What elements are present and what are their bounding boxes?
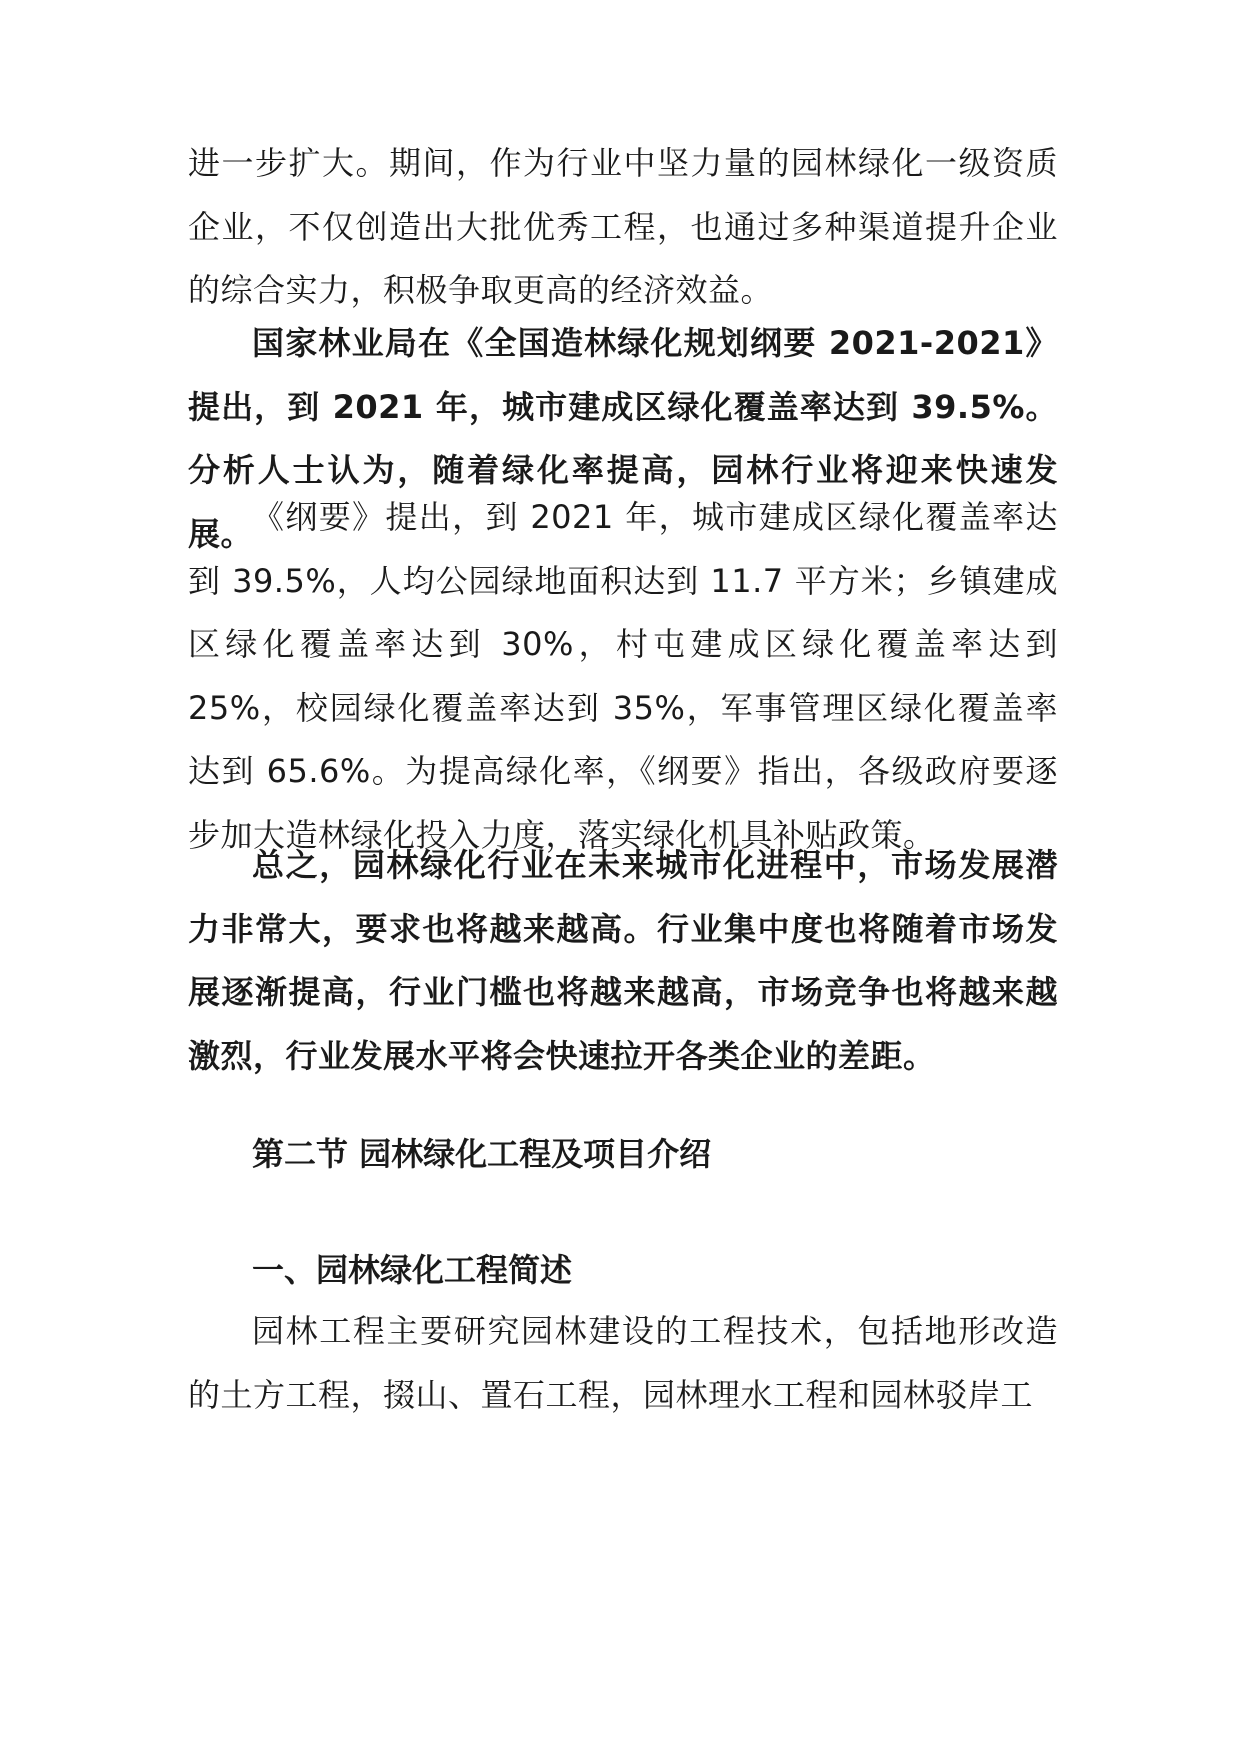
paragraph-garden-engineering: 园林工程主要研究园林建设的工程技术，包括地形改造的土方工程，掇山、置石工程，园林理水工程和园林驳岸工	[188, 1312, 1058, 1414]
paragraph-forestry-plan-summary: 国家林业局在《全国造林绿化规划纲要 2021-2021》提出，到 2021 年，城市建成区绿化覆盖率达到 39.5%。分析人士认为，随着绿化率提高，园林行业将迎来快速发展。	[188, 324, 1058, 553]
paragraph-intro-continuation: 进一步扩大。期间，作为行业中坚力量的园林绿化一级资质企业，不仅创造出大批优秀工程，也通过多种渠道提升企业的综合实力，积极争取更高的经济效益。	[188, 144, 1058, 309]
paragraph-conclusion: 总之，园林绿化行业在未来城市化进程中，市场发展潜力非常大，要求也将越来越高。行业集中度也将随着市场发展逐渐提高，行业门槛也将越来越高，市场竞争也将越来越激烈，行业发展水平将会快速拉开各类企业的差距。	[188, 846, 1058, 1075]
subsection-heading: 一、园林绿化工程简述	[252, 1251, 573, 1289]
paragraph-outline-targets: 《纲要》提出，到 2021 年，城市建成区绿化覆盖率达到 39.5%，人均公园绿地面积达到 11.7 平方米；乡镇建成区绿化覆盖率达到 30%，村屯建成区绿化覆盖率达到 25%，校园绿化覆盖率达到 35%，军事管理区绿化覆盖率达到 65.6%。为提高绿化率，《纲要》指出，各级政府要逐步加大造林绿化投入力度，落实绿化机具补贴政策。	[188, 498, 1058, 854]
section-heading: 第二节 园林绿化工程及项目介绍	[252, 1135, 712, 1173]
